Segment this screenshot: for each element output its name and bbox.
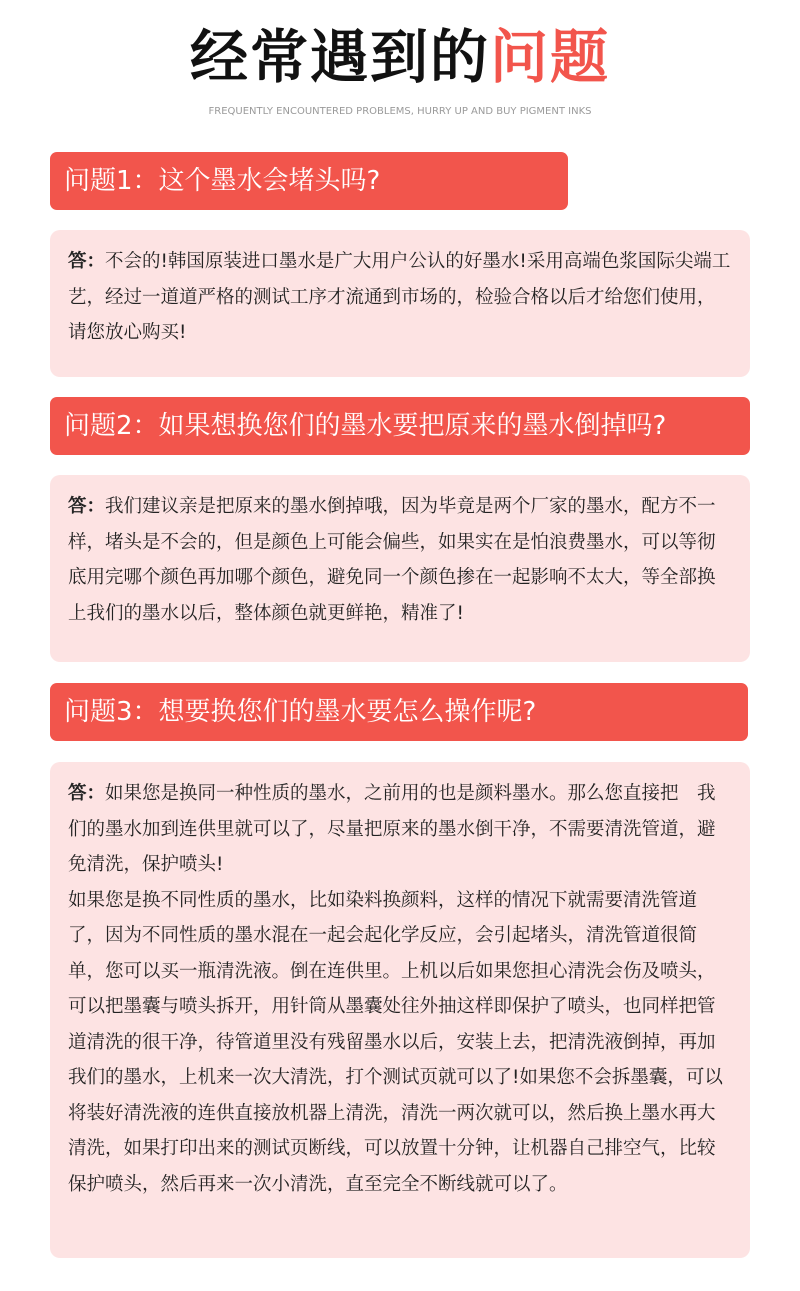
answer-3-box	[50, 762, 750, 1258]
answer-2-label: 答：	[68, 496, 106, 517]
question-2-bar	[50, 397, 750, 455]
question-1-bar	[50, 152, 568, 210]
answer-2-text: 我们建议亲是把原来的墨水倒掉哦，因为毕竟是两个厂家的墨水，配方不一样，堵头是不会的，但是颜色上可能会偏些，如果实在是怕浪费墨水，可以等彻底用完哪个颜色再加哪个颜色，避免同一个颜色掺在一起影响不太大，等全部换上我们的墨水以后，整体颜色就更鲜艳，精准了!	[68, 496, 716, 624]
answer-3-text-1: 如果您是换同一种性质的墨水，之前用的也是颜料墨水。那么您直接把 我们的墨水加到连供里就可以了，尽量把原来的墨水倒干净，不需要清洗管道，避免清洗，保护喷头!	[68, 783, 716, 875]
page-title-main: 经常遇到的	[189, 23, 490, 91]
question-3-bar	[50, 683, 748, 741]
question-2-text: 问题2：如果想换您们的墨水要把原来的墨水倒掉吗?	[64, 411, 667, 441]
question-1-text: 问题1：这个墨水会堵头吗?	[64, 166, 381, 196]
page-title-highlight: 问题	[490, 23, 611, 91]
answer-1-label: 答：	[68, 251, 106, 272]
page-subtitle: FREQUENTLY ENCOUNTERED PROBLEMS, HURRY UP AND BUY PIGMENT INKS	[208, 106, 592, 117]
answer-1-box	[50, 230, 750, 377]
answer-1-text: 不会的!韩国原装进口墨水是广大用户公认的好墨水!采用高端色浆国际尖端工艺，经过一道道严格的测试工序才流通到市场的，检验合格以后才给您们使用，请您放心购买!	[68, 251, 731, 343]
answer-2-box	[50, 475, 750, 662]
answer-3-label: 答：	[68, 783, 106, 804]
page-title	[0, 22, 800, 92]
question-3-text: 问题3：想要换您们的墨水要怎么操作呢?	[64, 697, 537, 727]
answer-3-text-2: 如果您是换不同性质的墨水，比如染料换颜料，这样的情况下就需要清洗管道了，因为不同性质的墨水混在一起会起化学反应，会引起堵头，清洗管道很简单，您可以买一瓶清洗液。倒在连供里。上机以后如果您担心清洗会伤及喷头，可以把墨囊与喷头拆开，用针筒从墨囊处往外抽这样即保护了喷头，也同样把管道清洗的很干净，待管道里没有残留墨水以后，安装上去，把清洗液倒掉，再加我们的墨水，上机来一次大清洗，打个测试页就可以了!如果您不会拆墨囊，可以将装好清洗液的连供直接放机器上清洗，清洗一两次就可以，然后换上墨水再大清洗，如果打印出来的测试页断线，可以放置十分钟，让机器自己排空气，比较保护喷头，然后再来一次小清洗，直至完全不断线就可以了。	[68, 889, 723, 1195]
